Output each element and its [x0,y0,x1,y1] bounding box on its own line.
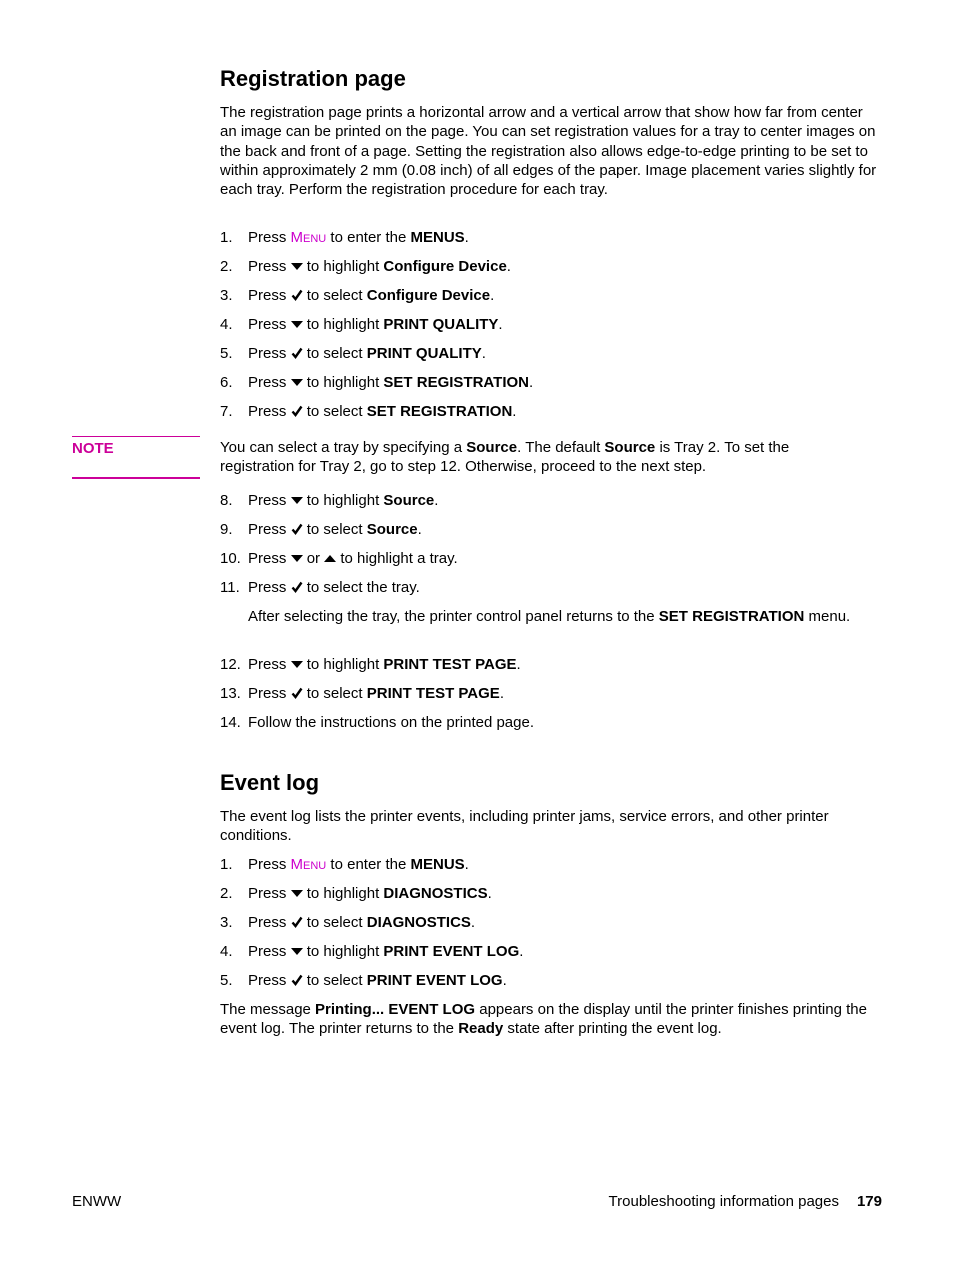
step-11-detail [248,607,868,626]
step-end: . [470,914,476,931]
step-end: . [506,258,511,275]
step-target: DIAGNOSTICS [366,914,471,931]
outro-text-1: The message [220,1001,316,1018]
step-target: SET REGISTRATION [383,374,529,391]
step-target: Source [366,521,418,538]
step-target: MENUS [410,229,465,246]
step-rest: to select the tray. [306,579,420,596]
step-target: SET REGISTRATION [366,403,513,420]
step-end: . [512,403,517,420]
menu-key: Menu [290,229,327,246]
step-number: 13. [220,685,241,702]
note-label: NOTE [72,440,114,457]
step-text [248,855,469,874]
step-press: Press [248,656,287,673]
step-end: . [464,229,469,246]
up-arrow-icon [324,552,336,564]
down-arrow-icon [291,552,303,564]
step-number: 4. [220,943,233,960]
step-action: to select [306,972,363,989]
checkmark-icon [291,405,303,417]
note-bold-source-1: Source [466,439,518,456]
down-arrow-icon [291,658,303,670]
step-text [248,315,503,334]
checkmark-icon [291,687,303,699]
step-action: to highlight [306,656,380,673]
step-target: DIAGNOSTICS [383,885,488,902]
step-press: Press [248,492,287,509]
note-top-rule [72,436,200,437]
step-end: . [464,856,469,873]
detail-text-2: menu. [804,608,851,625]
step-press: Press [248,345,287,362]
down-arrow-icon [291,318,303,330]
step-target: Configure Device [383,258,507,275]
step-action: to select [306,521,363,538]
event-log-intro: The event log lists the printer events, including printer jams, service errors, and other printer conditions. [220,808,829,845]
step-end: . [487,885,492,902]
footer-section: Troubleshooting information pages [608,1193,839,1210]
step-target: PRINT QUALITY [366,345,482,362]
step-text [248,549,458,568]
step-end: . [417,521,422,538]
step-number: 5. [220,972,233,989]
step-action: to enter the [330,229,407,246]
step-target: MENUS [410,856,465,873]
step-text [248,491,438,510]
step-press: Press [248,374,287,391]
step-number: 6. [220,374,233,391]
down-arrow-icon [291,376,303,388]
step-action: to highlight [306,492,380,509]
note-text-3: is Tray 2. To set the registration for Tray 2, go to step 12. Otherwise, proceed to the next step. [220,439,790,476]
step-number: 7. [220,403,233,420]
step-end: . [498,316,503,333]
checkmark-icon [291,974,303,986]
step-text [248,684,504,703]
detail-text-1: After selecting the tray, the printer control panel returns to the [248,608,659,625]
note-bold-source-2: Source [604,439,656,456]
step-number: 9. [220,521,233,538]
outro-bold-ready: Ready [458,1020,504,1038]
step-action: to highlight [306,943,380,960]
step-text [248,373,533,392]
event-log-heading: Event log [220,770,320,795]
detail-bold: SET REGISTRATION [658,608,805,625]
step-press: Press [248,972,287,989]
step-end: . [481,345,486,362]
menu-key: Menu [290,856,327,873]
step-number: 12. [220,656,241,673]
step-end: . [434,492,439,509]
step-text [248,286,494,305]
step-press: Press [248,403,287,420]
step-text [248,257,511,276]
step-press: Press [248,914,287,931]
step-end: . [490,287,495,304]
step-press: Press [248,685,287,702]
step-press: Press [248,229,287,246]
step-number: 5. [220,345,233,362]
step-text [248,884,492,903]
step-or: or [306,550,321,567]
step-text [248,655,521,674]
step-text [248,228,469,247]
step-action: to highlight [306,374,380,391]
step-text: Follow the instructions on the printed page. [248,714,535,731]
step-target: PRINT EVENT LOG [366,972,503,989]
footer-right [609,1192,882,1211]
down-arrow-icon [291,945,303,957]
step-target: PRINT TEST PAGE [383,656,517,673]
step-target: PRINT QUALITY [383,316,499,333]
step-end: . [519,943,524,960]
step-text [248,578,420,597]
step-press: Press [248,856,287,873]
step-text [248,942,523,961]
outro-text-2: appears on the display until the printer finishes printing the event log. The printer returns to the [220,1001,867,1038]
footer-left: ENWW [72,1193,122,1210]
step-press: Press [248,521,287,538]
step-action: to select [306,685,363,702]
event-log-outro [220,1000,882,1039]
step-number: 14. [220,714,241,731]
step-number: 3. [220,914,233,931]
step-press: Press [248,885,287,902]
step-end: . [516,656,521,673]
registration-intro: The registration page prints a horizontal arrow and a vertical arrow that show how far from center an image can be printed on the page. You can set registration values for a tray to center images on the back and front of a page. Setting the registration also allows edge-to-edge printing to be set to within approximately 2 mm (0.08 inch) of all edges of the paper. Image placement varies slightly for each tray. Perform the registration procedure for each tray. [220,104,877,199]
step-rest: to highlight a tray. [340,550,458,567]
step-number: 2. [220,885,233,902]
checkmark-icon [291,289,303,301]
step-target: PRINT EVENT LOG [383,943,520,960]
step-text [248,913,475,932]
page-number: 179 [856,1193,882,1210]
step-press: Press [248,943,287,960]
step-text [248,402,516,421]
step-action: to highlight [306,258,380,275]
down-arrow-icon [291,887,303,899]
step-action: to select [306,914,363,931]
step-press: Press [248,287,287,304]
step-press: Press [248,316,287,333]
step-press: Press [248,550,287,567]
step-target: Source [383,492,435,509]
down-arrow-icon [291,260,303,272]
outro-text-3: state after printing the event log. [503,1020,722,1038]
step-text [248,520,422,539]
step-target: PRINT TEST PAGE [366,685,500,702]
note-text-1: You can select a tray by specifying a [220,439,467,456]
step-number: 4. [220,316,233,333]
step-press: Press [248,258,287,275]
checkmark-icon [291,347,303,359]
step-end: . [528,374,534,391]
step-action: to enter the [330,856,407,873]
step-text [248,344,486,363]
registration-heading: Registration page [220,66,406,91]
step-number: 8. [220,492,233,509]
step-target: Configure Device [366,287,491,304]
step-press: Press [248,579,287,596]
step-number: 1. [220,229,233,246]
note-text [220,438,860,477]
step-action: to select [306,345,363,362]
step-end: . [499,685,504,702]
checkmark-icon [291,581,303,593]
step-action: to highlight [306,885,380,902]
step-end: . [502,972,507,989]
step-action: to select [306,287,363,304]
checkmark-icon [291,523,303,535]
step-number: 10. [220,550,241,567]
down-arrow-icon [291,494,303,506]
step-action: to select [306,403,363,420]
step-number: 3. [220,287,233,304]
note-text-2: . The default [517,439,605,456]
checkmark-icon [291,916,303,928]
step-number: 11. [220,579,240,596]
note-bottom-rule [72,477,200,479]
step-number: 2. [220,258,233,275]
step-text [248,971,507,990]
outro-bold-message: Printing... EVENT LOG [315,1001,476,1018]
step-action: to highlight [306,316,380,333]
step-number: 1. [220,856,233,873]
